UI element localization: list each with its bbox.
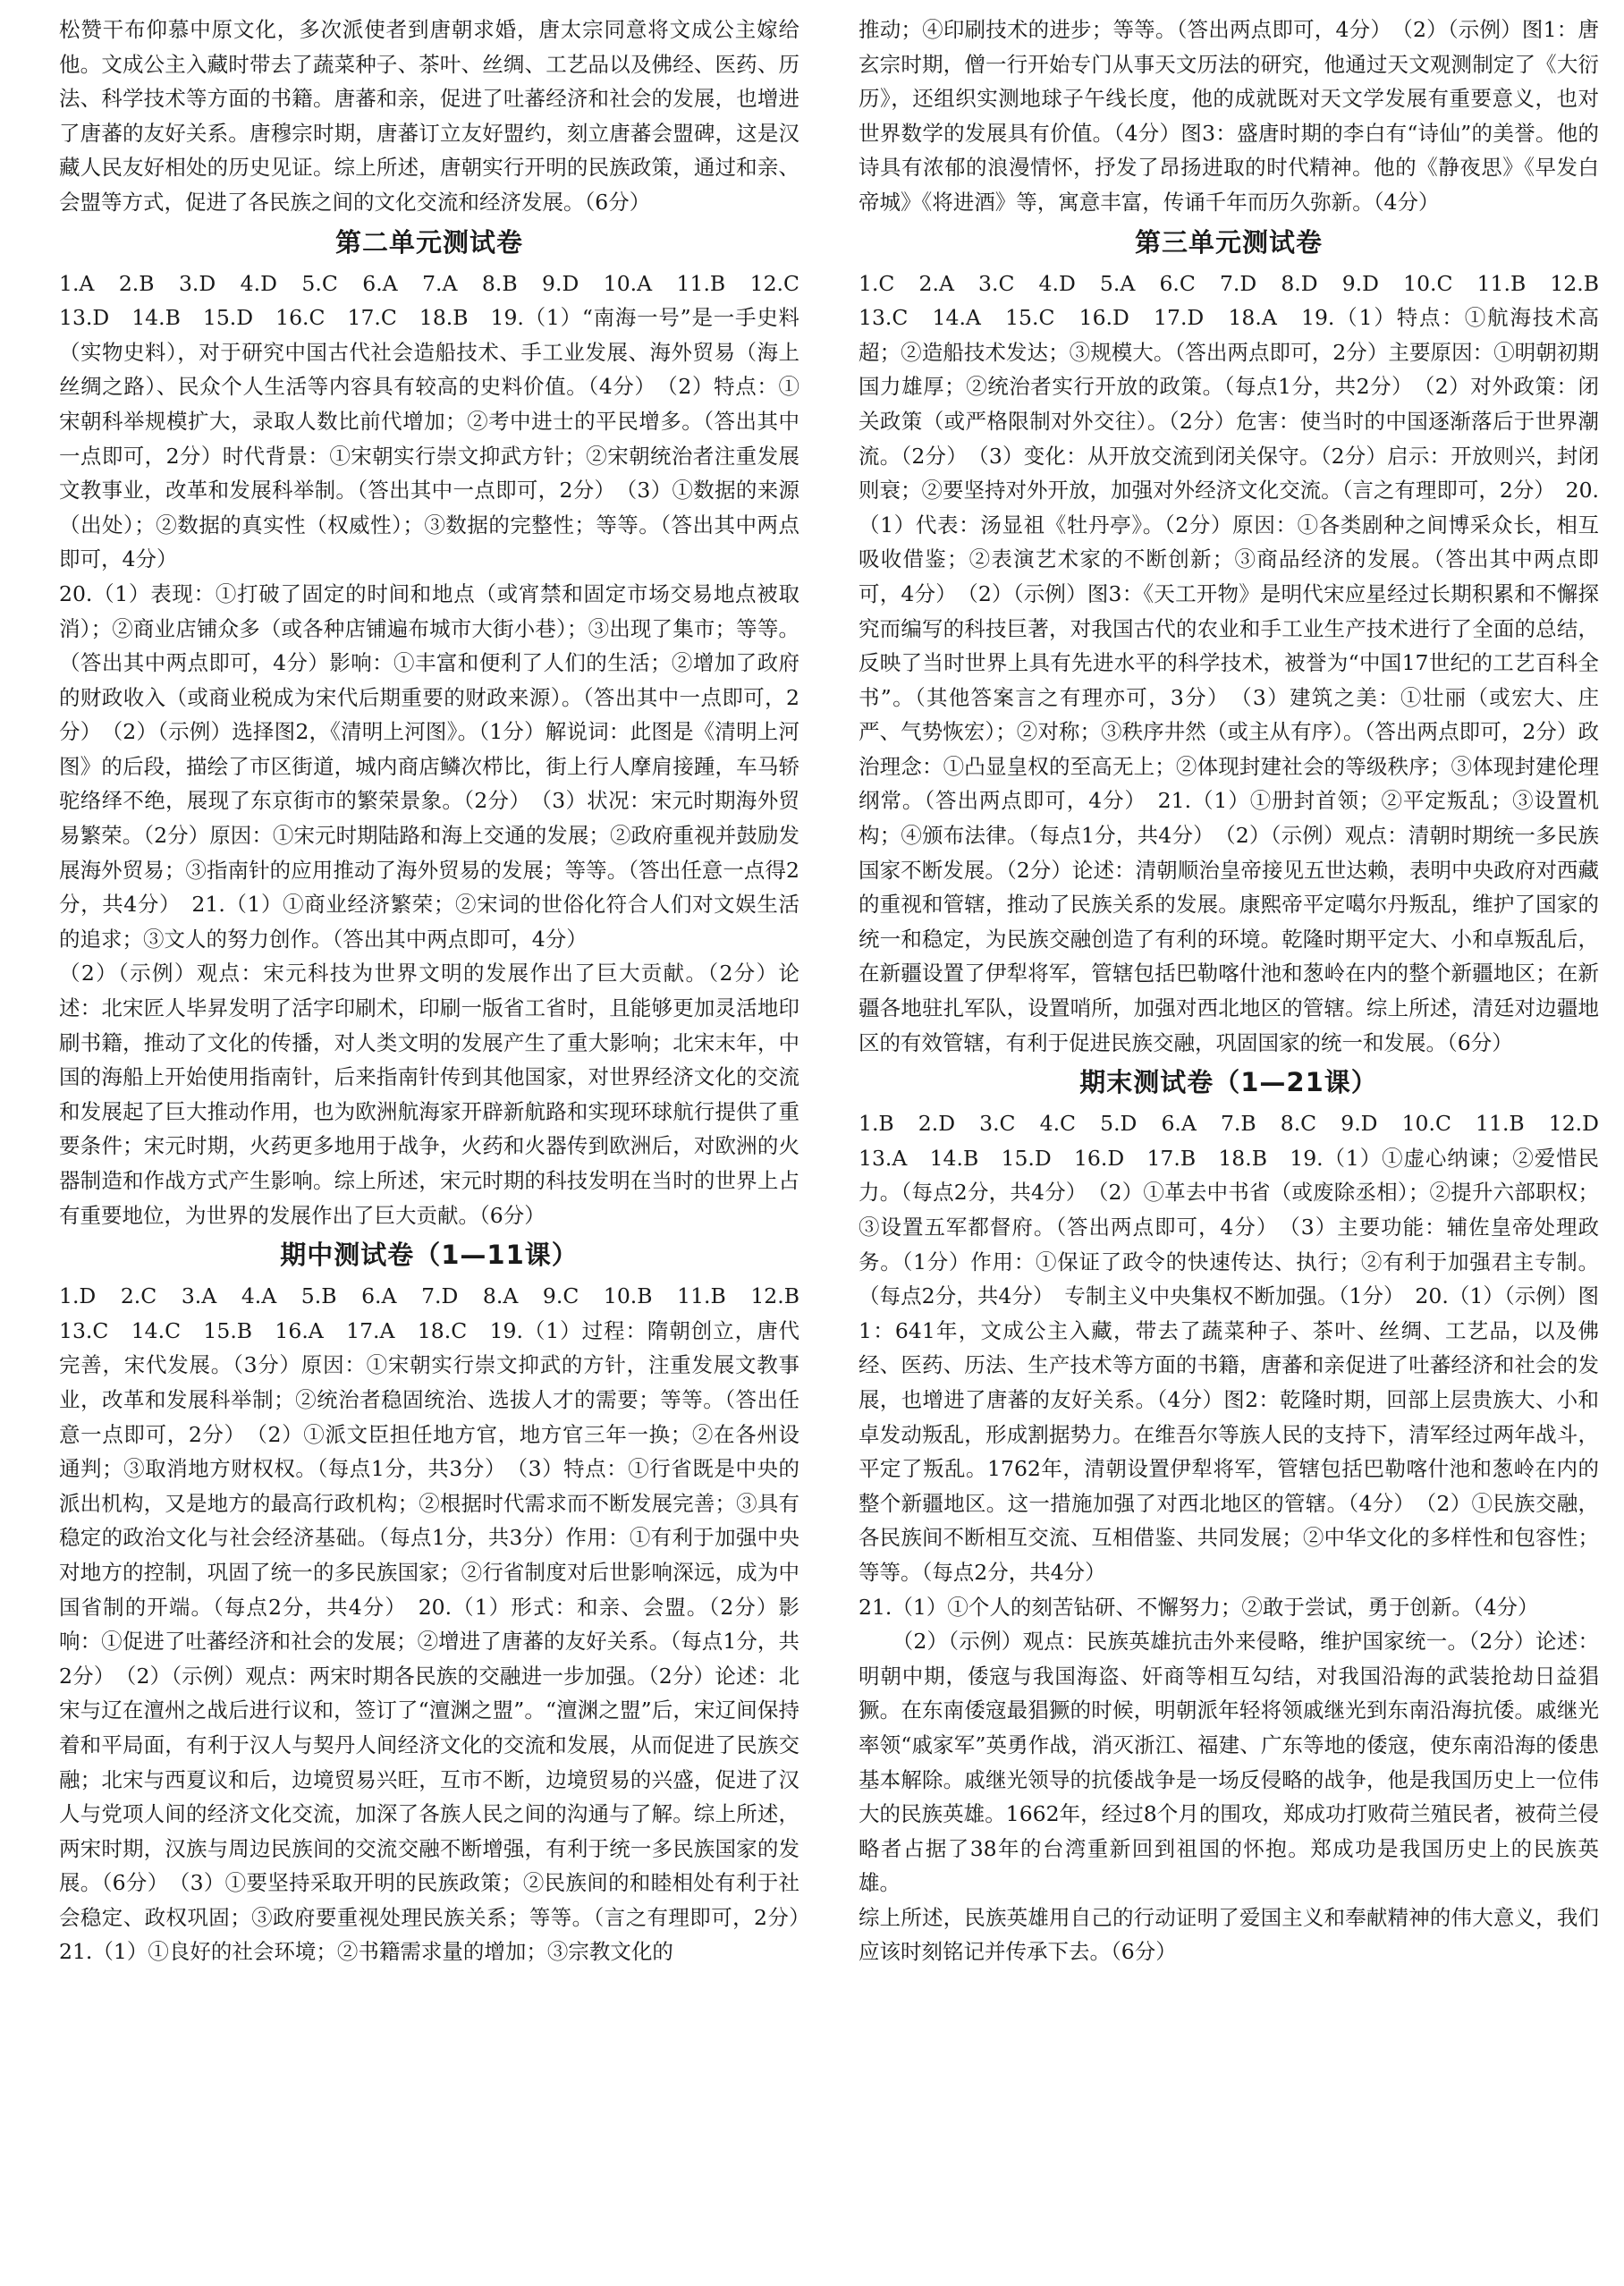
midterm-title: 期中测试卷（1—11课） — [280, 1240, 579, 1271]
unit3-answers: 1.C 2.A 3.C 4.D 5.A 6.C 7.D 8.D 9.D 10.C 11.B 12.B 13.C 14.A 15.C 16.D 17.D 18.A 19.（1）特点：①航海技术高超；②造船技术发达；③规模大。（答出两点即可，2分）主要原因：①明朝初期国力雄厚；②统治者实行开放的政策。（每点1分，共2分） （2）对外政策：闭关政策（或严格限制对外交往）。（2分）危害：使当时的中国逐渐落后于世界潮流。（2分） （3）变化：从开放交流到闭关保守。（2分）启示：开放则兴，封闭则衰；②要坚持对外开放，加强对外经济文化交流。（言之有理即可，2分） 20.（1）代表：汤显祖《牡丹亭》。（2分）原因：①各类剧种之间博采众长，相互吸收借鉴；②表演艺术家的不断创新；③商品经济的发展。（答出其中两点即可，4分） （2）（示例）图3：《天工开物》是明代宋应星经过长期积累和不懈探究而编写的科技巨著，对我国古代的农业和手工业生产技术进行了全面的总结，反映了当时世界上具有先进水平的科学技术，被誉为“中国17世纪的工艺百科全书”。（其他答案言之有理亦可，3分） （3）建筑之美：①壮丽（或宏大、庄严、气势恢宏）；②对称；③秩序井然（或主从有序）。（答出两点即可，2分）政治理念：①凸显皇权的至高无上；②体现封建社会的等级秩序；③体现封建伦理纲常。（答出两点即可，4分） 21.（1）①册封首领；②平定叛乱；③设置机构；④颁布法律。（每点1分，共4分） （2）（示例）观点：清朝时期统一多民族国家不断发展。（2分）论述：清朝顺治皇帝接见五世达赖，表明中央政府对西藏的重视和管辖，推动了民族关系的发展。康熙帝平定噶尔丹叛乱，维护了国家的统一和稳定，为民族交融创造了有利的环境。乾隆时期平定大、小和卓叛乱后，在新疆设置了伊犁将军，管辖包括巴勒喀什池和葱岭在内的整个新疆地区；在新疆各地驻扎军队，设置哨所，加强对西北地区的管辖。综上所述，清廷对边疆地区的有效管辖，有利于促进民族交融，巩固国家的统一和发展。（6分） — [859, 270, 1620, 1055]
right-column — [859, 13, 1620, 2286]
final-answers-conclusion: 综上所述，民族英雄用自己的行动证明了爱国主义和奉献精神的伟大意义，我们应该时刻铭记并传承下去。（6分） — [859, 1904, 1599, 1965]
left-column — [59, 13, 821, 2286]
unit2-title: 第二单元测试卷 — [334, 226, 523, 258]
unit2-answers-21-2: （2）（示例）观点：宋元科技为世界文明的发展作出了巨大贡献。（2分）论述：北宋匠人毕昇发明了活字印刷术，印刷一版省工省时，且能够更加灵活地印刷书籍，推动了文化的传播，对人类文明的发展产生了重大影响；北宋末年，中国的海船上开始使用指南针，后来指南针传到其他国家，对世界经济文化的交流和发展起了巨大推动作用，也为欧洲航海家开辟新航路和实现环球航行提供了重要条件；宋元时期，火药更多地用于战争，火药和火器传到欧洲后，对欧洲的火器制造和作战方式产生影响。综上所述，宋元时期的科技发明在当时的世界上占有重要地位，为世界的发展作出了巨大贡献。（6分） — [59, 961, 799, 1228]
final-title: 期末测试卷（1—21课） — [1079, 1067, 1378, 1098]
final-answers: 1.B 2.D 3.C 4.C 5.D 6.A 7.B 8.C 9.D 10.C 11.B 12.D 13.A 14.B 15.D 16.D 17.B 18.B 19.（1）①虚心纳谏；②爱惜民力。（每点2分，共4分） （2）①革去中书省（或废除丞相）；②提升六部职权；③设置五军都督府。（答出两点即可，4分） （3）主要功能：辅佐皇帝处理政务。（1分）作用：①保证了政令的快速传达、执行；②有利于加强君主专制。（每点2分，共4分） 专制主义中央集权不断加强。（1分） 20.（1）（示例）图1：641年，文成公主入藏，带去了蔬菜种子、茶叶、丝绸、工艺品，以及佛经、医药、历法、生产技术等方面的书籍，唐蕃和亲促进了吐蕃经济和社会的发展，也增进了唐蕃的友好关系。（4分）图2：乾隆时期，回部上层贵族大、小和卓发动叛乱，形成割据势力。在维吾尔等族人民的支持下，清军经过两年战斗，平定了叛乱。1762年，清朝设置伊犁将军，管辖包括巴勒喀什池和葱岭在内的整个新疆地区。这一措施加强了对西北地区的管辖。（4分） （2）①民族交融，各民族间不断相互交流、互相借鉴、共同发展；②中华文化的多样性和包容性；等等。（每点2分，共4分） — [859, 1111, 1620, 1585]
final-answers-21-1: 21.（1）①个人的刻苦钻研、不懈努力；②敢于尝试，勇于创新。（4分） — [859, 1594, 1539, 1620]
midterm-answers: 1.D 2.C 3.A 4.A 5.B 6.A 7.D 8.A 9.C 10.B 11.B 12.B 13.C 14.C 15.B 16.A 17.A 18.C 19.（1）过程：隋朝创立，唐代完善，宋代发展。（3分）原因：①宋朝实行崇文抑武的方针，注重发展文教事业，改革和发展科举制；②统治者稳固统治、选拔人才的需要；等等。（答出任意一点即可，2分） （2）①派文臣担任地方官，地方官三年一换；②在各州设通判；③取消地方财权权。（每点1分，共3分） （3）特点：①行省既是中央的派出机构，又是地方的最高行政机构；②根据时代需求而不断发展完善；③具有稳定的政治文化与社会经济基础。（每点1分，共3分）作用：①有利于加强中央对地方的控制，巩固了统一的多民族国家；②行省制度对后世影响深远，成为中国省制的开端。（每点2分，共4分） 20.（1）形式：和亲、会盟。（2分）影响：①促进了吐蕃经济和社会的发展；②增进了唐蕃的友好关系。（每点1分，共2分） （2）（示例）观点：两宋时期各民族的交融进一步加强。（2分）论述：北宋与辽在澶州之战后进行议和，签订了“澶渊之盟”。“澶渊之盟”后，宋辽间保持着和平局面，有利于汉人与契丹人间经济文化的交流和发展，从而促进了民族交融；北宋与西夏议和后，边境贸易兴旺，互市不断，边境贸易的兴盛，促进了汉人与党项人间的经济文化交流，加深了各族人民之间的沟通与了解。综上所述，两宋时期，汉族与周边民族间的交流交融不断增强，有利于统一多民族国家的发展。（6分） （3）①要坚持采取开明的民族政策；②民族间的和睦相处有利于社会稳定、政权巩固；③政府要重视处理民族关系；等等。（言之有理即可，2分） 21.（1）①良好的社会环境；②书籍需求量的增加；③宗教文化的 — [59, 1283, 821, 1965]
unit2-answers-20: 20.（1）表现：①打破了固定的时间和地点（或宵禁和固定市场交易地点被取消）；②商业店铺众多（或各种店铺遍布城市大街小巷）；③出现了集市；等等。（答出其中两点即可，4分）影响：①丰富和便利了人们的生活；②增加了政府的财政收入（或商业税成为宋代后期重要的财政来源）。（答出其中一点即可，2分） （2）（示例）选择图2，《清明上河图》。（1分）解说词：此图是《清明上河图》的后段，描绘了市区街道，城内商店鳞次栉比，街上行人摩肩接踵，车马轿驼络绎不绝，展现了东京街市的繁荣景象。（2分） （3）状况：宋元时期海外贸易繁荣。（2分）原因：①宋元时期陆路和海上交通的发展；②政府重视并鼓励发展海外贸易；③指南针的应用推动了海外贸易的发展；等等。（答出任意一点得2分，共4分） 21.（1）①商业经济繁荣；②宋词的世俗化符合人们对文娱生活的追求；③文人的努力创作。（答出其中两点即可，4分） — [59, 580, 799, 952]
final-answers-21-2: （2）（示例）观点：民族英雄抗击外来侵略，维护国家统一。（2分）论述：明朝中期，倭寇与我国海盗、奸商等相互勾结，对我国沿海的武装抢劫日益猖獗。在东南倭寇最猖獗的时候，明朝派年轻将领戚继光到东南沿海抗倭。戚继光率领“戚家军”英勇作战，消灭浙江、福建、广东等地的倭寇，使东南沿海的倭患基本解除。戚继光领导的抗倭战争是一场反侵略的战争，他是我国历史上一位伟大的民族英雄。1662年，经过8个月的围攻，郑成功打败荷兰殖民者，被荷兰侵略者占据了38年的台湾重新回到祖国的怀抱。郑成功是我国历史上的民族英雄。 — [859, 1629, 1599, 1896]
unit2-answers: 1.A 2.B 3.D 4.D 5.C 6.A 7.A 8.B 9.D 10.A 11.B 12.C 13.D 14.B 15.D 16.C 17.C 18.B 19.（1）“南海一号”是一手史料（实物史料），对于研究中国古代社会造船技术、手工业发展、海外贸易（海上丝绸之路）、民众个人生活等内容具有较高的史料价值。（4分） （2）特点：①宋朝科举规模扩大，录取人数比前代增加；②考中进士的平民增多。（答出其中一点即可，2分）时代背景：①宋朝实行崇文抑武方针；②宋朝统治者注重发展文教事业，改革和发展科举制。（答出其中一点即可，2分） （3）①数据的来源（出处）；②数据的真实性（权威性）；③数据的完整性；等等。（答出其中两点即可，4分） — [59, 270, 821, 572]
intro-paragraph: 松赞干布仰慕中原文化，多次派使者到唐朝求婚，唐太宗同意将文成公主嫁给他。文成公主入藏时带去了蔬菜种子、茶叶、丝绸、工艺品以及佛经、医药、历法、科学技术等方面的书籍。唐蕃和亲，促进了吐蕃经济和社会的发展，也增进了唐蕃的友好关系。唐穆宗时期，唐蕃订立友好盟约，刻立唐蕃会盟碑，这是汉藏人民友好相处的历史见证。综上所述，唐朝实行开明的民族政策，通过和亲、会盟等方式，促进了各民族之间的文化交流和经济发展。（6分） — [59, 17, 799, 215]
midterm-answers-continued: 推动；④印刷技术的进步；等等。（答出两点即可，4分） （2）（示例）图1：唐玄宗时期，僧一行开始专门从事天文历法的研究，他通过天文观测制定了《大衍历》，还组织实测地球子午线长度，他的成就既对天文学发展有重要意义，也对世界数学的发展具有价值。（4分）图3：盛唐时期的李白有“诗仙”的美誉。他的诗具有浓郁的浪漫情怀，抒发了昂扬进取的时代精神。他的《静夜思》《早发白帝城》《将进酒》等，寓意丰富，传诵千年而历久弥新。（4分） — [859, 17, 1599, 215]
unit3-title: 第三单元测试卷 — [1134, 226, 1323, 258]
